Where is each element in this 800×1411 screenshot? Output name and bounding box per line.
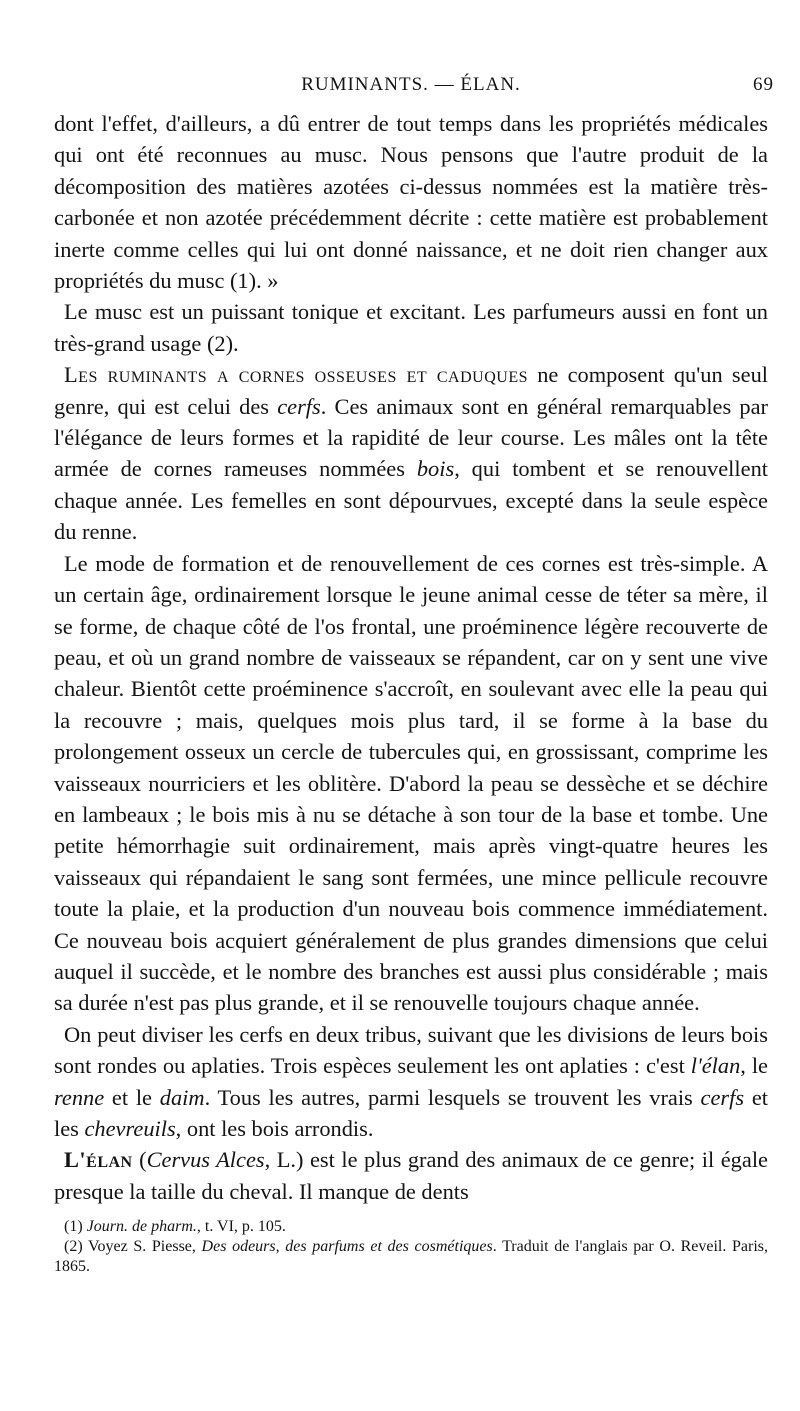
paragraph-ruminants bbox=[54, 359, 768, 547]
italic-term: cerfs bbox=[277, 393, 321, 419]
italic-term: l'élan bbox=[690, 1053, 741, 1079]
paragraph-text: . Ces animaux sont en général remarquables par l'élégance de leurs formes et la rapidité de leur course. Les mâles ont la tête armée de cornes rameuses nommées bbox=[54, 393, 768, 482]
paragraph-text: On peut diviser les cerfs en deux tribus, suivant que les divisions de leurs bois sont rondes ou aplaties. Trois espèces seulement les ont aplaties : c'est bbox=[54, 1021, 768, 1079]
page-number: 69 bbox=[753, 74, 774, 95]
paragraph-text: , ont les bois arrondis. bbox=[175, 1116, 374, 1141]
paragraph-text: dont l'effet, d'ailleurs, a dû entrer de tout temps dans les propriétés médicales qui ont été reconnues au musc. Nous pensons que l'autre produit de la décomposition des matières azotées ci-dessus nommées est la matière très-carbonée et non azotée précédemment décrite : cette matière est probablement inerte comme celles qui lui ont donné naissance, et ne doit rien changer aux propriétés du musc (1). » bbox=[54, 111, 768, 294]
footnotes bbox=[54, 1217, 768, 1277]
footnote-text: , t. VI, p. 105. bbox=[196, 1218, 286, 1236]
paragraph-musc-tonic bbox=[54, 296, 768, 359]
section-lead: Les ruminants a cornes osseuses et caduques bbox=[64, 362, 528, 388]
italic-term: renne bbox=[54, 1084, 105, 1110]
footnote-source: Des odeurs, des parfums et des cosmétiques bbox=[201, 1238, 493, 1256]
paragraph-text: , L.) est le plus grand des animaux de ce genre; il égale presque la taille du cheval. Il manque de dents bbox=[54, 1147, 768, 1204]
italic-term: daim bbox=[159, 1084, 205, 1110]
paragraph-text: et les bbox=[54, 1084, 768, 1141]
italic-term: chevreuils bbox=[84, 1116, 176, 1141]
footnote-source: Journ. de pharm. bbox=[86, 1218, 197, 1236]
footnote-1 bbox=[54, 1217, 768, 1237]
book-page bbox=[54, 74, 774, 1277]
paragraph-cerf-tribes bbox=[54, 1019, 768, 1145]
footnote-text: . Traduit de l'anglais par O. Reveil. Paris, 1865. bbox=[54, 1238, 768, 1276]
italic-term: bois bbox=[416, 456, 455, 482]
paragraph-text: et le bbox=[104, 1084, 160, 1110]
paragraph-text: , qui tombent et se renouvellent chaque année. Les femelles en sont dépourvues, excepté dans la seule espèce du renne. bbox=[54, 456, 768, 545]
paragraph-elan bbox=[54, 1144, 768, 1207]
footnote-2 bbox=[54, 1237, 768, 1277]
running-header bbox=[54, 74, 774, 108]
footnote-marker: (2) Voyez S. Piesse, bbox=[64, 1238, 202, 1256]
paragraph-text: Le musc est un puissant tonique et excitant. Les parfumeurs aussi en font un très-grand usage (2). bbox=[54, 299, 768, 356]
paragraph-text: Le mode de formation et de renouvellement de ces cornes est très-simple. A un certain âge, ordinairement lorsque le jeune animal cesse de téter sa mère, il se forme, de chaque côté de l'os frontal, une proéminence légère recouverte de peau, et où un grand nombre de vaisseaux se répandent, car on y sent une vive chaleur. Bientôt cette proéminence s'accroît, en soulevant avec elle la peau qui la recouvre ; mais, quelques mois plus tard, il se forme à la base du prolongement osseux un cercle de tubercules qui, en grossissant, comprime les vaisseaux nourriciers et les oblitère. D'abord la peau se dessèche et se déchire en lambeaux ; le bois mis à nu se détache à son tour de la base et tombe. Une petite hémorrhagie suit ordinairement, mais après vingt-quatre heures les vaisseaux qui répandaient le sang sont fermées, une mince pellicule recouvre toute la plaie, et la production d'un nouveau bois commence immédiatement. Ce nouveau bois acquiert généralement de plus grandes dimensions que celui auquel il succède, et le nombre des branches est aussi plus considérable ; mais sa durée n'est pas plus grande, et il se renouvelle toujours chaque année. bbox=[54, 550, 768, 1016]
paragraph-text: . Tous les autres, parmi lesquels se trouvent les vrais bbox=[204, 1084, 701, 1110]
paragraph-text: ne composent qu'un seul genre, qui est celui des bbox=[54, 362, 768, 419]
italic-term: Cervus Alces bbox=[146, 1147, 265, 1173]
running-title: RUMINANTS. — ÉLAN. bbox=[301, 74, 521, 95]
paragraph-musc-effect bbox=[54, 108, 768, 296]
body-text bbox=[54, 108, 768, 1207]
paragraph-text: ( bbox=[132, 1147, 147, 1173]
section-lead: L'élan bbox=[64, 1147, 133, 1173]
paragraph-text: , le bbox=[740, 1053, 768, 1079]
footnote-marker: (1) bbox=[64, 1218, 87, 1236]
italic-term: cerfs bbox=[700, 1084, 745, 1110]
paragraph-horn-formation bbox=[54, 548, 768, 1019]
